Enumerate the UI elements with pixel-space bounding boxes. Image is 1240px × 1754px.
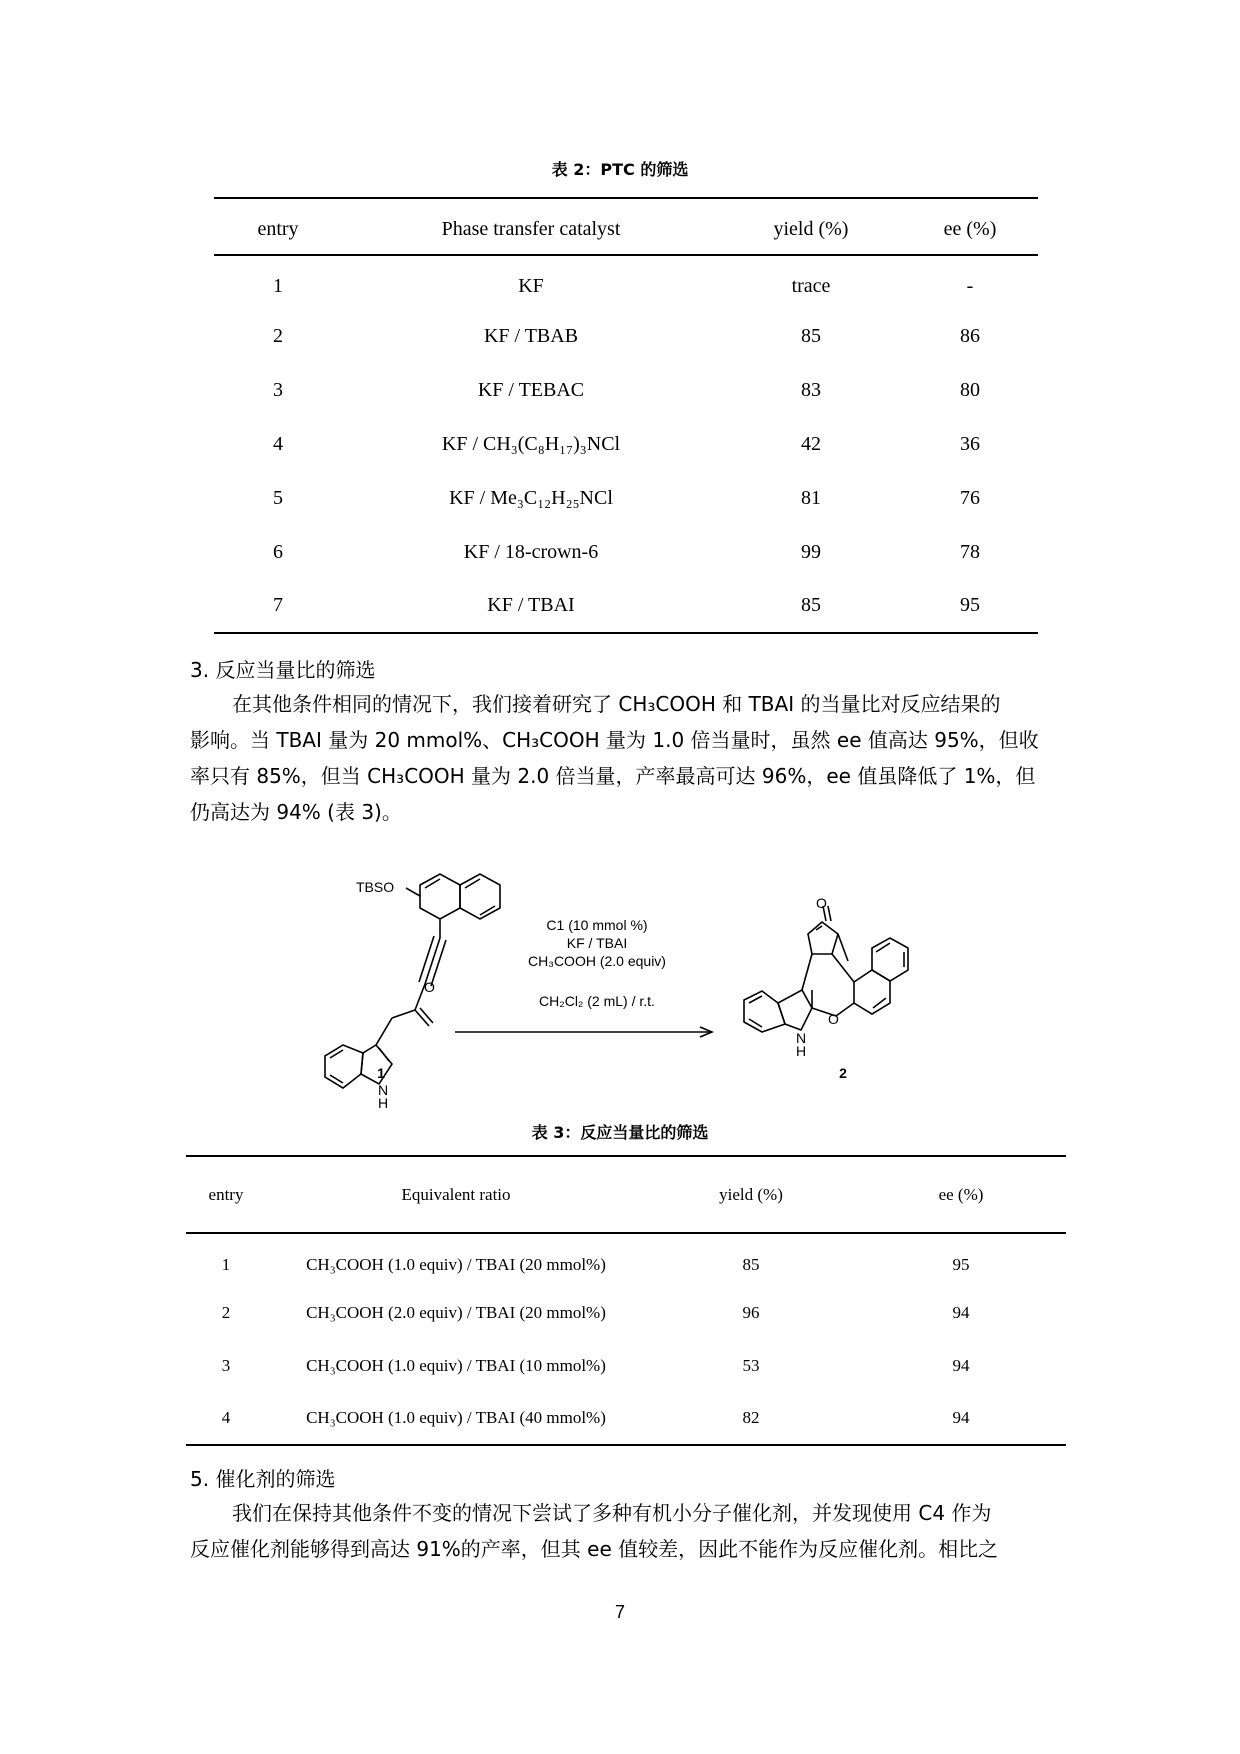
paragraph-line: 仍高达为 94% (表 3)。 <box>190 800 402 824</box>
cell: 81 <box>801 486 821 509</box>
cell: - <box>966 275 974 297</box>
table-header-row <box>186 1156 1066 1233</box>
cell: 94 <box>856 1392 1066 1445</box>
cell: 6 <box>273 540 283 563</box>
cell: CH₃COOH (2.0 equiv) / TBAI (20 mmol%) <box>306 1302 606 1322</box>
header-ee: ee (%) <box>902 198 1038 255</box>
cell: 80 <box>960 378 980 401</box>
paragraph-line: 影响。当 TBAI 量为 20 mmol%、CH₃COOH 量为 1.0 倍当量时，虽然 ee 值高达 95%，但收 <box>190 728 1039 752</box>
cell: 86 <box>960 324 980 347</box>
table-row <box>214 417 1038 471</box>
cell: KF / TBAB <box>483 324 579 347</box>
page-number: 7 <box>614 1602 625 1622</box>
cell: KF / CH₃(C₈H₁₇)₃NCl <box>441 432 621 455</box>
cell: CH₃COOH (1.0 equiv) / TBAI (20 mmol%) <box>306 1255 606 1274</box>
cell: 36 <box>960 432 980 455</box>
product-h: H <box>796 1043 807 1059</box>
product-ring-o: O <box>828 1011 839 1027</box>
table-2 <box>214 197 1038 634</box>
table3-caption: 表 3：反应当量比的筛选 <box>531 1123 709 1142</box>
cell: 5 <box>273 486 283 509</box>
cell: KF / TEBAC <box>477 378 585 401</box>
section3-paragraph <box>190 686 1060 830</box>
paragraph-line: 在其他条件相同的情况下，我们接着研究了 CH₃COOH 和 TBAI 的当量比对反应结果的 <box>232 692 1001 716</box>
header-entry: entry <box>214 198 342 255</box>
cell: KF / Me₃C₁₂H₂₅NCl <box>449 486 613 509</box>
table-row <box>186 1392 1066 1445</box>
indole-h: H <box>378 1095 389 1111</box>
table-header-row <box>214 198 1038 255</box>
cell: 78 <box>960 540 980 563</box>
condition-reagent: KF / TBAI <box>566 935 628 951</box>
table-row <box>186 1286 1066 1339</box>
condition-additive: CH₃COOH (2.0 equiv) <box>528 953 666 969</box>
cell: 4 <box>186 1392 266 1445</box>
table-row <box>214 309 1038 363</box>
cell: trace <box>791 275 831 297</box>
section3-heading: 3. 反应当量比的筛选 <box>190 658 376 682</box>
header-yield: yield (%) <box>646 1156 856 1233</box>
header-yield: yield (%) <box>720 198 902 255</box>
header-entry: entry <box>186 1156 266 1233</box>
cell: 3 <box>221 1355 231 1375</box>
cell: KF <box>518 275 544 297</box>
table-row <box>214 579 1038 633</box>
cell: 95 <box>902 579 1038 633</box>
cell: 2 <box>221 1302 231 1322</box>
paragraph-line: 率只有 85%，但当 CH₃COOH 量为 2.0 倍当量，产率最高可达 96%，ee 值虽降低了 1%，但 <box>190 764 1036 788</box>
section5-heading: 5. 催化剂的筛选 <box>190 1467 336 1491</box>
table-row <box>214 255 1038 309</box>
table-row <box>214 363 1038 417</box>
cell: 3 <box>273 378 283 401</box>
product-structure <box>744 906 908 1032</box>
table-3 <box>186 1155 1066 1446</box>
cell: 83 <box>801 378 821 401</box>
cell: 7 <box>214 579 342 633</box>
condition-catalyst: C1 (10 mmol %) <box>546 917 648 933</box>
cell: 85 <box>720 579 902 633</box>
header-catalyst: Phase transfer catalyst <box>342 198 720 255</box>
cell: 1 <box>273 275 283 297</box>
paragraph-line: 反应催化剂能够得到高达 91%的产率，但其 ee 值较差，因此不能作为反应催化剂。相比之 <box>190 1537 999 1561</box>
cell: 82 <box>646 1392 856 1445</box>
cell: 76 <box>960 486 980 509</box>
cell: 95 <box>952 1255 970 1274</box>
table-row <box>186 1339 1066 1392</box>
cell: CH₃COOH (1.0 equiv) / TBAI (10 mmol%) <box>306 1355 606 1375</box>
table-row <box>214 525 1038 579</box>
cell: 85 <box>801 324 821 347</box>
product-carbonyl-o: O <box>816 895 827 911</box>
paragraph-line: 我们在保持其他条件不变的情况下尝试了多种有机小分子催化剂，并发现使用 C4 作为 <box>232 1501 992 1525</box>
condition-solvent: CH₂Cl₂ (2 mL) / r.t. <box>539 993 655 1009</box>
cell: 94 <box>952 1355 970 1375</box>
product-n: N <box>796 1030 807 1046</box>
ketone-oxygen: O <box>424 979 435 995</box>
indole-n: N <box>378 1082 389 1098</box>
reactant-structure <box>325 874 712 1088</box>
header-ratio: Equivalent ratio <box>266 1156 646 1233</box>
compound-label-1: 1 <box>377 1065 385 1081</box>
cell: 85 <box>742 1255 760 1274</box>
cell: 53 <box>742 1355 760 1375</box>
cell: 96 <box>742 1302 760 1322</box>
compound-label-2: 2 <box>839 1065 847 1081</box>
section5-paragraph <box>190 1495 1060 1567</box>
cell: KF / TBAI <box>342 579 720 633</box>
header-ee: ee (%) <box>856 1156 1066 1233</box>
table2-caption: 表 2：PTC 的筛选 <box>551 160 689 179</box>
table-row <box>186 1233 1066 1286</box>
cell: 1 <box>221 1255 231 1274</box>
cell: 42 <box>801 432 821 455</box>
table-row <box>214 471 1038 525</box>
cell: KF / 18-crown-6 <box>463 540 599 563</box>
cell: 2 <box>273 324 283 347</box>
cell: 99 <box>801 540 821 563</box>
cell: 94 <box>952 1302 970 1322</box>
cell: 4 <box>273 432 283 455</box>
cell: CH₃COOH (1.0 equiv) / TBAI (40 mmol%) <box>266 1392 646 1445</box>
substituent-label: TBSO <box>356 879 395 895</box>
reaction-scheme <box>0 848 1240 1111</box>
